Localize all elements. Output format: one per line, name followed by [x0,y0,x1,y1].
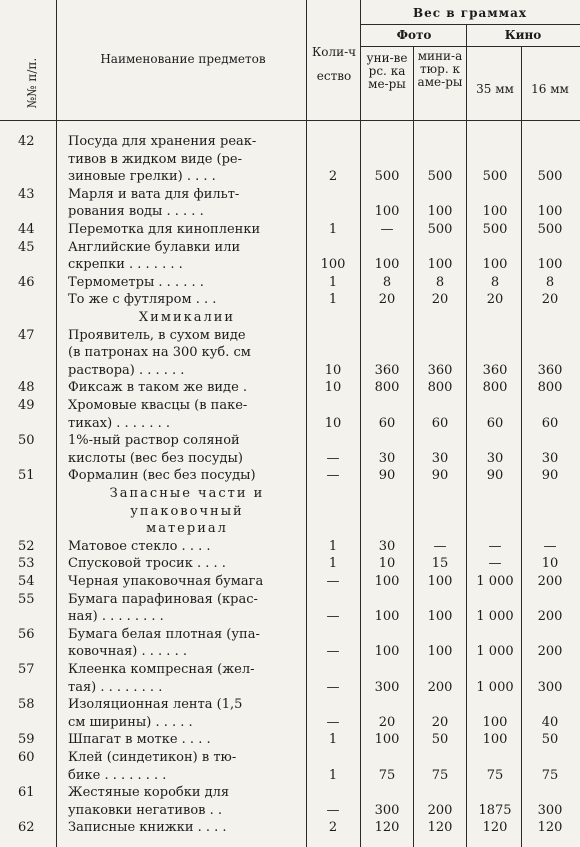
row-number: 51 [18,468,35,484]
weight-35mm: 100 [482,732,508,748]
item-name: Химикалии [138,310,236,325]
weight-univ: 120 [374,820,400,836]
item-name: см ширины) . . . . . [68,714,193,730]
weight-35mm: 500 [482,222,508,237]
item-name: То же с футляром . . . [68,292,217,308]
quantity: — [326,609,340,625]
item-name: Жестяные коробки для [68,785,230,801]
row-number: 48 [18,380,35,396]
header-weight: Вес в граммах [412,6,528,20]
weight-univ: 300 [374,679,400,695]
weight-univ: 100 [374,609,400,625]
item-name: тая) . . . . . . . . [68,679,163,695]
weight-mini: 100 [427,204,453,220]
item-name: Посуда для хранения реак- [68,134,257,149]
weight-mini: 100 [427,257,453,273]
weight-16mm: 30 [541,450,559,466]
item-name: рования воды . . . . . [68,204,204,220]
weight-35mm: 800 [482,380,508,396]
weight-16mm: 100 [537,257,563,273]
weight-mini: 100 [427,574,453,589]
item-name: Фиксаж в таком же виде . [68,380,248,396]
item-name: Проявитель, в сухом виде [68,327,246,343]
weight-16mm: 100 [537,204,563,220]
quantity: — [326,679,340,695]
item-name: Бумага парафиновая (крас- [68,591,258,607]
row-number: 47 [18,327,35,343]
row-number: 54 [18,574,35,589]
item-name: Термометры . . . . . . [68,274,204,290]
weight-16mm: 20 [541,292,559,308]
weight-univ: 500 [374,169,400,185]
quantity: 10 [324,380,342,396]
weight-mini: 90 [431,468,449,484]
item-name: Спусковой тросик . . . . [68,556,226,572]
item-name: Хромовые квасцы (в паке- [68,398,248,413]
weight-16mm: 120 [537,820,563,836]
weight-35mm: 1 000 [476,574,514,589]
row-number: 61 [18,785,35,801]
item-name: Матовое стекло . . . . [68,538,211,554]
row-number: 60 [18,750,35,765]
weight-16mm: 300 [537,679,563,695]
quantity: — [326,644,340,660]
row-number: 49 [18,398,35,413]
item-name: бике . . . . . . . . [68,767,167,783]
item-name: Перемотка для кинопленки [68,222,261,237]
weight-mini: 200 [427,802,453,818]
weight-mini: 60 [431,415,449,431]
weight-univ: 100 [374,574,400,589]
item-name: упаковки негативов . . [68,802,223,818]
weight-35mm: 1 000 [476,609,514,625]
row-number: 53 [18,556,35,572]
weight-16mm: 200 [537,609,563,625]
quantity: 1 [328,556,338,572]
weight-16mm: 800 [537,380,563,396]
header-photo: Фото [396,28,432,42]
weight-16mm: — [543,538,557,554]
weight-univ: 100 [374,732,400,748]
weight-univ: 75 [378,767,396,783]
weight-35mm: 60 [486,415,504,431]
quantity: — [326,714,340,730]
weight-mini: 100 [427,609,453,625]
weight-univ: 100 [374,257,400,273]
weight-mini: 120 [427,820,453,836]
weight-35mm: 30 [486,450,504,466]
item-name: Черная упаковочная бумага [68,574,264,589]
quantity: — [326,574,340,589]
weight-mini: 75 [431,767,449,783]
weight-16mm: 200 [537,644,563,660]
weight-mini: 15 [431,556,449,572]
row-number: 44 [18,222,35,237]
weight-35mm: 8 [490,274,500,290]
weight-univ: 90 [378,468,396,484]
item-name: ная) . . . . . . . . [68,609,164,625]
item-name: Записные книжки . . . . [68,820,227,836]
weight-univ: 100 [374,644,400,660]
item-name: кислоты (вес без посуды) [68,450,243,466]
header-35mm: 35 мм [476,82,514,96]
item-name: 1%-ный раствор соляной [68,433,240,449]
weight-mini: 360 [427,362,453,378]
weight-univ: 8 [382,274,392,290]
item-name: Запасные части и [109,486,265,501]
item-name: тивов в жидком виде (ре- [68,151,243,167]
header-qty-text: Коли-чество [311,45,357,83]
weight-35mm: 90 [486,468,504,484]
header-name: Наименование предметов [100,52,266,66]
item-name: тиках) . . . . . . . [68,415,170,431]
quantity: 1 [328,274,338,290]
quantity: 1 [328,538,338,554]
weight-35mm: — [488,538,502,554]
weight-16mm: 300 [537,802,563,818]
weight-mini: 500 [427,222,453,237]
item-name: Бумага белая плотная (упа- [68,626,260,642]
quantity: 2 [328,169,338,185]
weight-35mm: 20 [486,292,504,308]
item-name: материал [146,521,228,537]
weight-mini: 500 [427,169,453,185]
weight-mini: 800 [427,380,453,396]
weight-35mm: 1 000 [476,679,514,695]
row-number: 43 [18,186,35,202]
weight-univ: 300 [374,802,400,818]
quantity: 10 [324,362,342,378]
weight-16mm: 75 [541,767,559,783]
row-number: 57 [18,662,35,677]
weight-mini: 30 [431,450,449,466]
quantity: 1 [328,732,338,748]
weight-univ: 20 [378,714,396,730]
weight-mini: 50 [431,732,449,748]
item-name: зиновые грелки) . . . . [68,169,216,185]
quantity: 10 [324,415,342,431]
row-number: 59 [18,732,35,748]
weight-mini: 200 [427,679,453,695]
weight-16mm: 500 [537,222,563,237]
weight-35mm: 1 000 [476,644,514,660]
quantity: 1 [328,222,338,237]
header-num: №№ п/п. [25,57,39,109]
weight-35mm: 100 [482,204,508,220]
row-number: 45 [18,239,35,255]
item-name: (в патронах на 300 куб. см [68,345,251,361]
row-number: 55 [18,591,35,607]
weight-univ: — [380,222,394,237]
weight-35mm: 75 [486,767,504,783]
weight-16mm: 360 [537,362,563,378]
weight-35mm: 500 [482,169,508,185]
header-cine: Кино [504,28,542,42]
weight-35mm: 100 [482,714,508,730]
weight-16mm: 200 [537,574,563,589]
quantity: 2 [328,820,338,836]
item-name: Клеенка компресная (жел- [68,662,255,677]
weight-16mm: 90 [541,468,559,484]
weight-univ: 60 [378,415,396,431]
quantity: — [326,468,340,484]
weight-mini: 8 [435,274,445,290]
quantity: — [326,802,340,818]
weight-univ: 100 [374,204,400,220]
row-number: 52 [18,538,35,554]
header-mini: мини-атюр. каме-ры [417,49,463,89]
item-name: упаковочный [130,503,244,519]
weight-16mm: 40 [541,714,559,730]
weight-35mm: 360 [482,362,508,378]
row-number: 56 [18,626,35,642]
quantity: 100 [320,257,346,273]
row-number: 50 [18,433,35,449]
weight-univ: 800 [374,380,400,396]
weight-35mm: 100 [482,257,508,273]
weight-16mm: 60 [541,415,559,431]
weight-16mm: 10 [541,556,559,572]
item-name: Марля и вата для фильт- [68,186,240,202]
row-number: 58 [18,697,35,713]
weight-mini: 20 [431,292,449,308]
item-name: Формалин (вес без посуды) [68,468,256,484]
quantity: 1 [328,767,338,783]
item-name: Английские булавки или [68,239,241,255]
weight-35mm: — [488,556,502,572]
weight-univ: 10 [378,556,396,572]
weight-16mm: 8 [545,274,555,290]
item-name: Шпагат в мотке . . . . [68,732,211,748]
row-number: 62 [18,820,35,836]
row-number: 46 [18,274,35,290]
item-name: скрепки . . . . . . . [68,257,183,273]
weight-univ: 360 [374,362,400,378]
row-number: 42 [18,134,35,149]
quantity: — [326,450,340,466]
item-name: Изоляционная лента (1,5 [68,697,243,713]
weight-univ: 20 [378,292,396,308]
quantity: 1 [328,292,338,308]
weight-univ: 30 [378,538,396,554]
header-univ: уни-верс. каме-ры [366,51,408,91]
weight-univ: 30 [378,450,396,466]
item-name: Клей (синдетикон) в тю- [68,750,237,765]
weight-mini: 100 [427,644,453,660]
item-name: раствора) . . . . . . [68,362,185,378]
item-name: ковочная) . . . . . . [68,644,187,660]
weight-16mm: 50 [541,732,559,748]
header-16mm: 16 мм [531,82,569,96]
weight-mini: 20 [431,714,449,730]
weight-35mm: 120 [482,820,508,836]
weight-mini: — [433,538,447,554]
weight-16mm: 500 [537,169,563,185]
weight-35mm: 1875 [478,802,512,818]
